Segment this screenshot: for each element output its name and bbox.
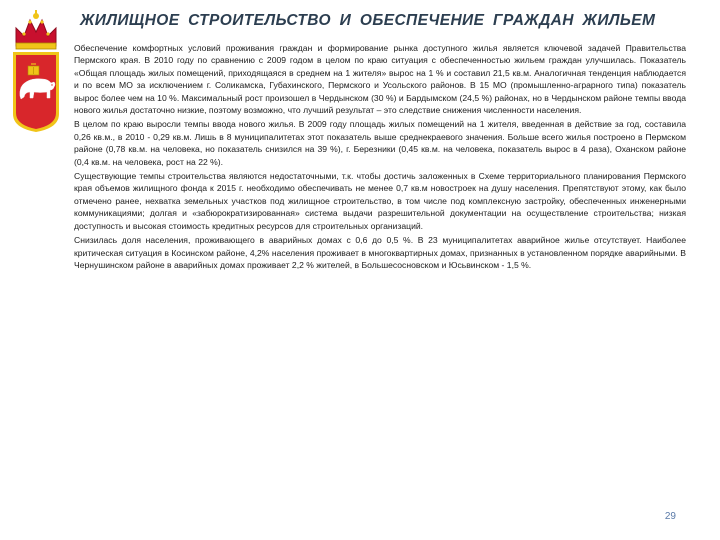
paragraph-construction-rates: В целом по краю выросли темпы ввода нового жилья. В 2009 году площадь жилых помещений на 1 жителя, введенная в действие за год, составила 0,26 кв.м., в 2010 - 0,29 кв.м. Лишь в 8 муниципалитетах этот показатель выше среднекраевого значения. Больше всего жилья построено в Пермском районе (0,78 кв.м. на человека, но показатель снизился на 39 %), г. Березники (0,45 кв.м. на человека, показатель вырос в 4 раза), Оханском районе (0,4 кв.м. на человека, рост на 22 %). bbox=[74, 119, 686, 167]
main-text bbox=[74, 42, 686, 273]
paragraph-construction-obstacles: Существующие темпы строительства являются недостаточными, т.к. чтобы достичь заложенных в Схеме территориального планирования Пермского края объемов жилищного фонда к 2015 г. необходимо обеспечивать не менее 0,7 кв.м новостроек на душу населения. Препятствуют этому, как было отмечено ранее, нехватка земельных участков под жилищное строительство, в том числе под комплексную застройку, обеспеченных инженерными коммуникациями; долгая и «забюрократизированная» система выдачи разрешительной документации на осуществление строительства; низкая доступность и высокая стоимость кредитных ресурсов для строительных организаций. bbox=[74, 171, 686, 231]
paragraph-emergency-housing: Снизилась доля населения, проживающего в аварийных домах с 0,6 до 0,5 %. В 23 муниципалитетах аварийное жилье отсутствует. Наиболее критическая ситуация в Косинском районе, 4,2% населения проживает в многоквартирных домах, признанных в установленном порядке аварийными. В Чернушинском районе в аварийных домах проживает 2,2 % жителей, в Большесосновском и Юсьвинском - 1,5 %. bbox=[74, 235, 686, 270]
paragraph-housing-conditions: Обеспечение комфортных условий проживания граждан и формирование рынка доступного жилья является ключевой задачей Правительства Пермского края. В 2010 году по сравнению с 2009 годом в целом по краю ситуация с обеспеченностью жильем граждан улучшилась. Показатель «Общая площадь жилых помещений, приходящаяся в среднем на 1 жителя» вырос на 1 % и составил 21,5 кв.м. Аналогичная тенденция наблюдается и по всем МО за исключением г. Соликамска, Губахинского, Пермского и Усольского районов. В 15 МО (промышленно-аграрного типа) показатель вырос более чем на 10 %. Максимальный рост произошел в Чердынском (30 %) и Бардымском (24,5 %) районах, но в Чердынском районе темпы ввода нового жилья достаточно низкие, поэтому возможно, что лучший результат – это следствие снижения численности населения. bbox=[74, 43, 686, 116]
coat-of-arms-emblem bbox=[10, 6, 62, 134]
page-number: 29 bbox=[664, 511, 676, 522]
perm-krai-coat-of-arms-icon bbox=[10, 6, 62, 134]
page-title: ЖИЛИЩНОЕ СТРОИТЕЛЬСТВО И ОБЕСПЕЧЕНИЕ ГРАЖДАН ЖИЛЬЕМ bbox=[80, 12, 656, 29]
crown-icon bbox=[16, 10, 56, 49]
